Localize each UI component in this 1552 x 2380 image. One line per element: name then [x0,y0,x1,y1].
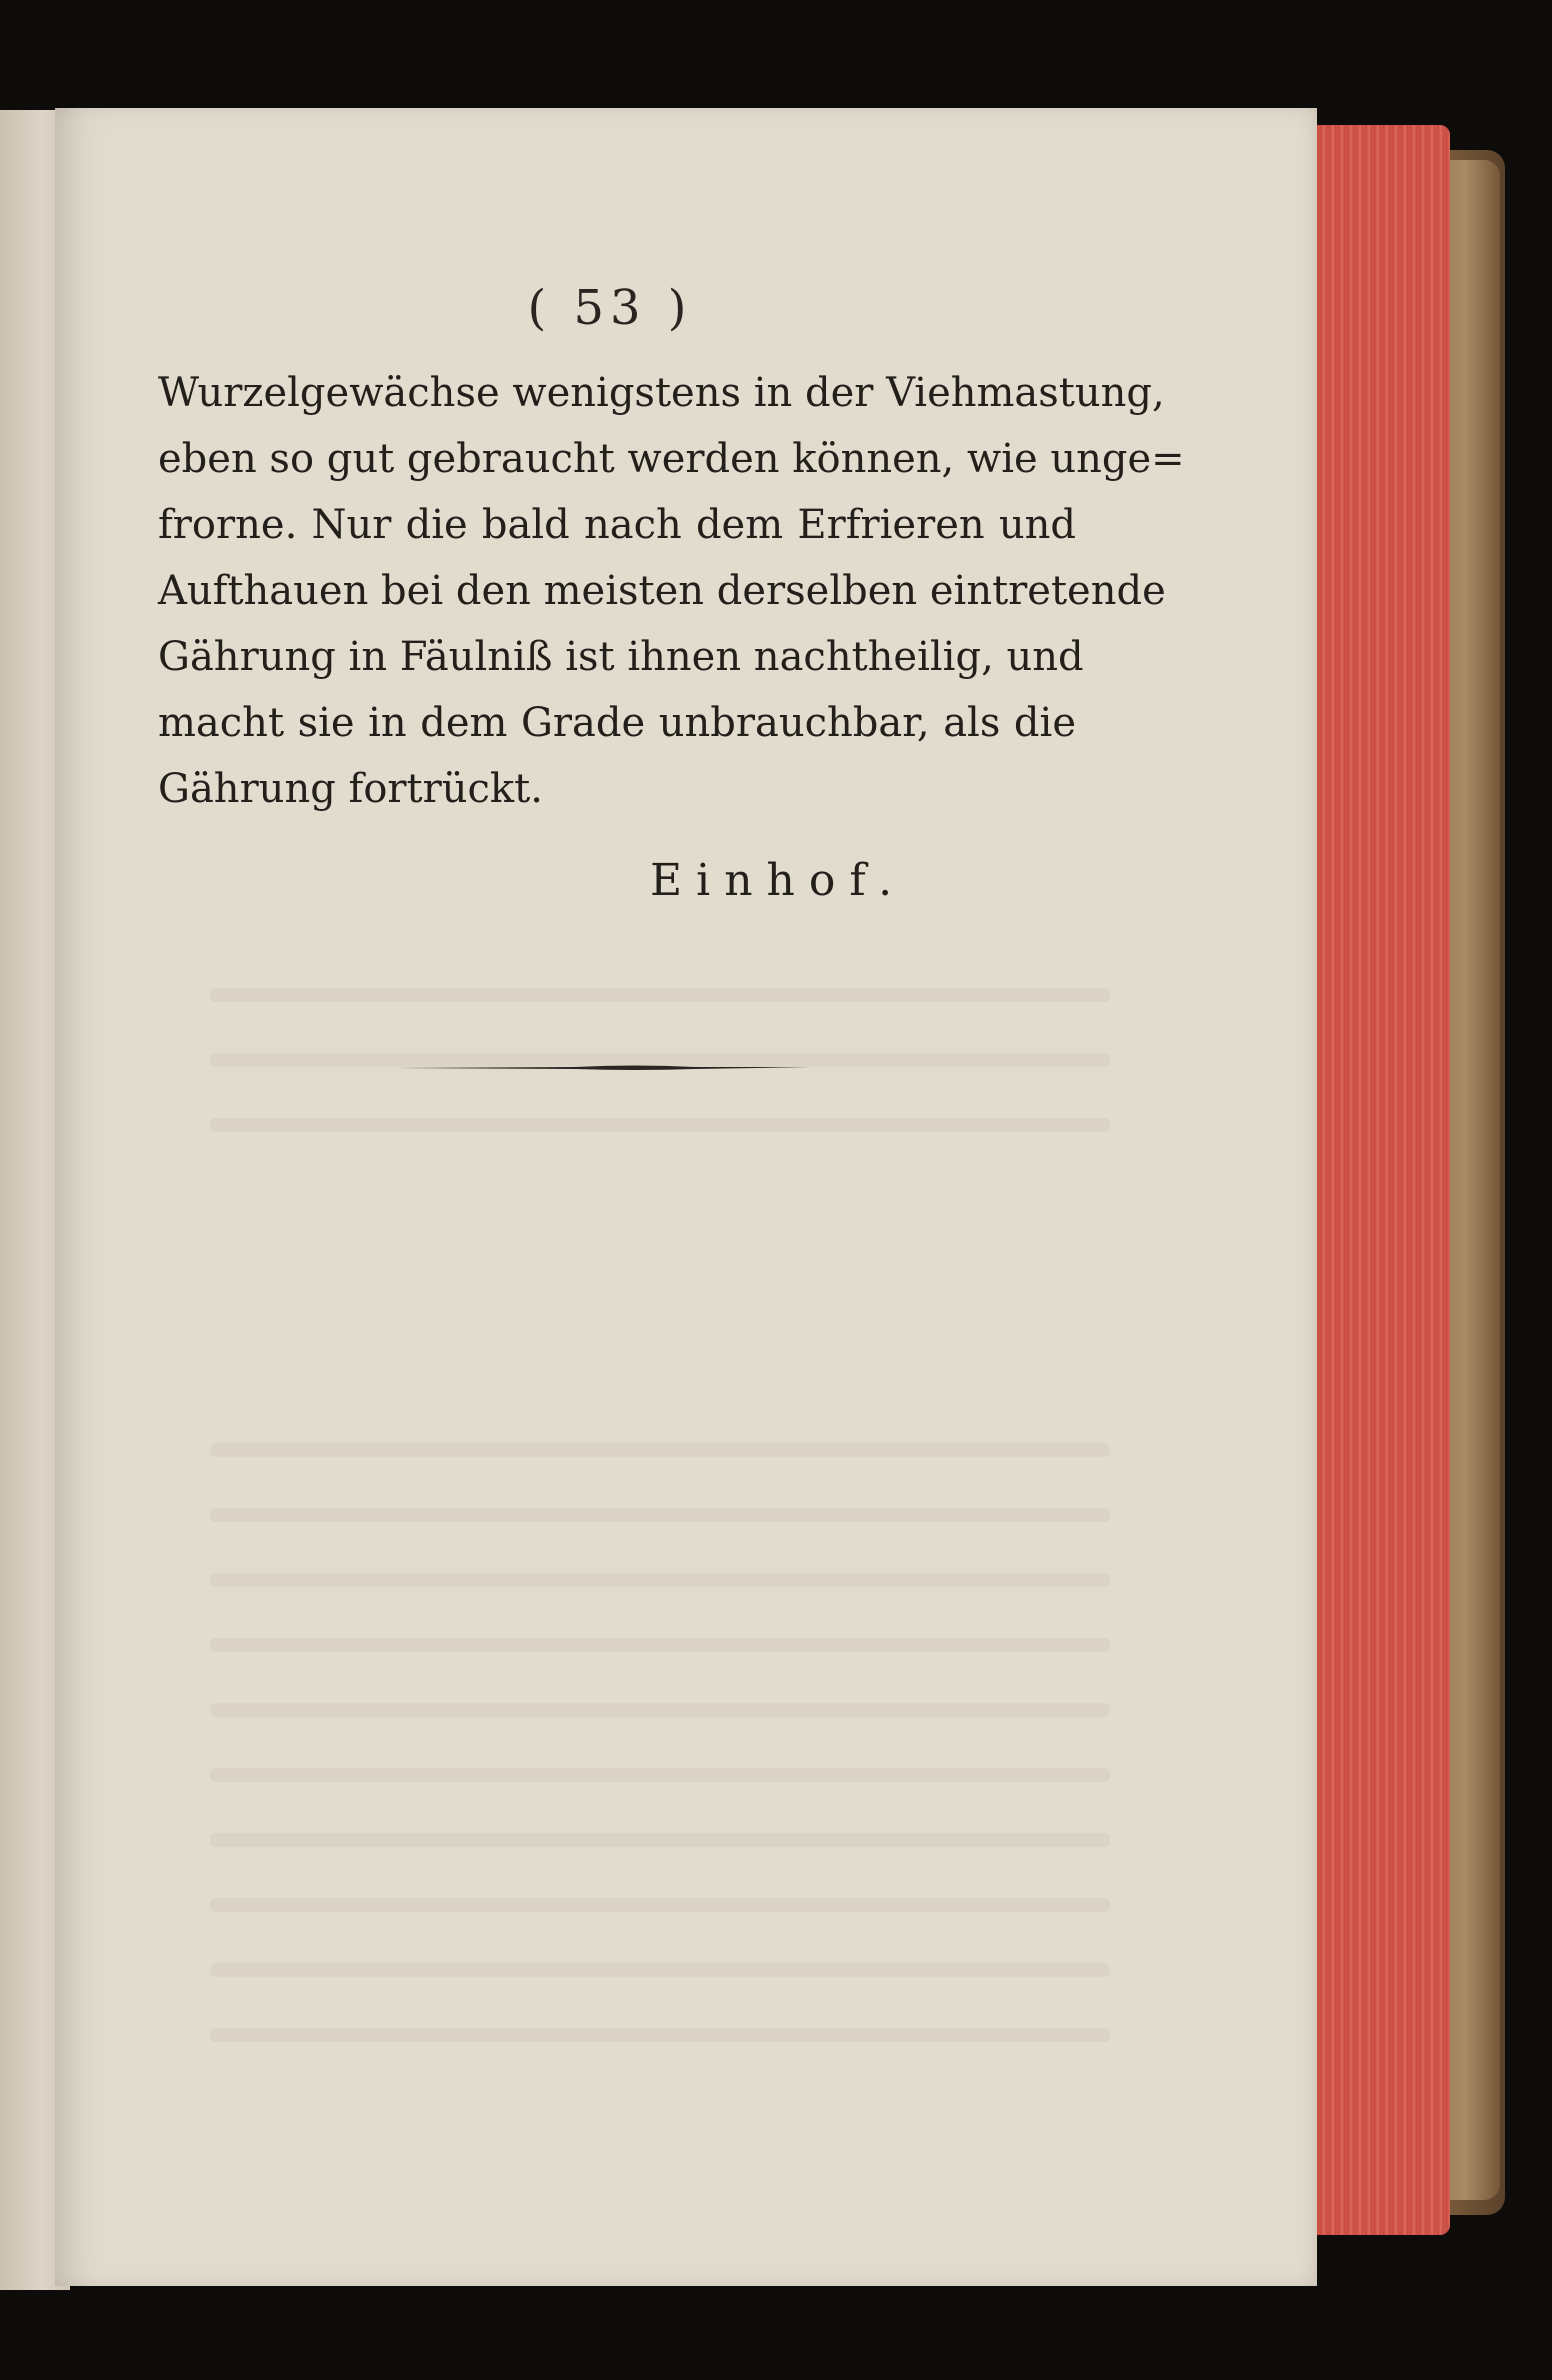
text-line: Aufthauen bei den meisten derselben eintretende [158,568,1166,614]
bleed-through [210,2028,1110,2042]
bleed-through [210,1768,1110,1782]
bleed-through [210,1898,1110,1912]
text-line: macht sie in dem Grade unbrauchbar, als die [158,700,1076,746]
page-edges [1300,125,1450,2235]
text-line: Gährung in Fäulniß ist ihnen nachtheilig, und [158,634,1084,680]
bleed-through [210,1573,1110,1587]
author-signature: Einhof. [650,855,907,906]
bleed-through [210,1508,1110,1522]
text-line: frorne. Nur die bald nach dem Erfrieren und [158,502,1076,548]
text-line: Wurzelgewächse wenigstens in der Viehmastung, [158,370,1165,416]
bleed-through [210,1118,1110,1132]
text-line: Gährung fortrückt. [158,766,543,812]
section-divider [395,1064,810,1071]
bleed-through [210,1963,1110,1977]
bleed-through [210,1443,1110,1457]
bleed-through [210,1833,1110,1847]
page-number: ( 53 ) [527,280,693,336]
body-text [158,360,1185,822]
bleed-through [210,1703,1110,1717]
text-line: eben so gut gebraucht werden können, wie unge= [158,436,1185,482]
bleed-through [210,1638,1110,1652]
bleed-through [210,988,1110,1002]
